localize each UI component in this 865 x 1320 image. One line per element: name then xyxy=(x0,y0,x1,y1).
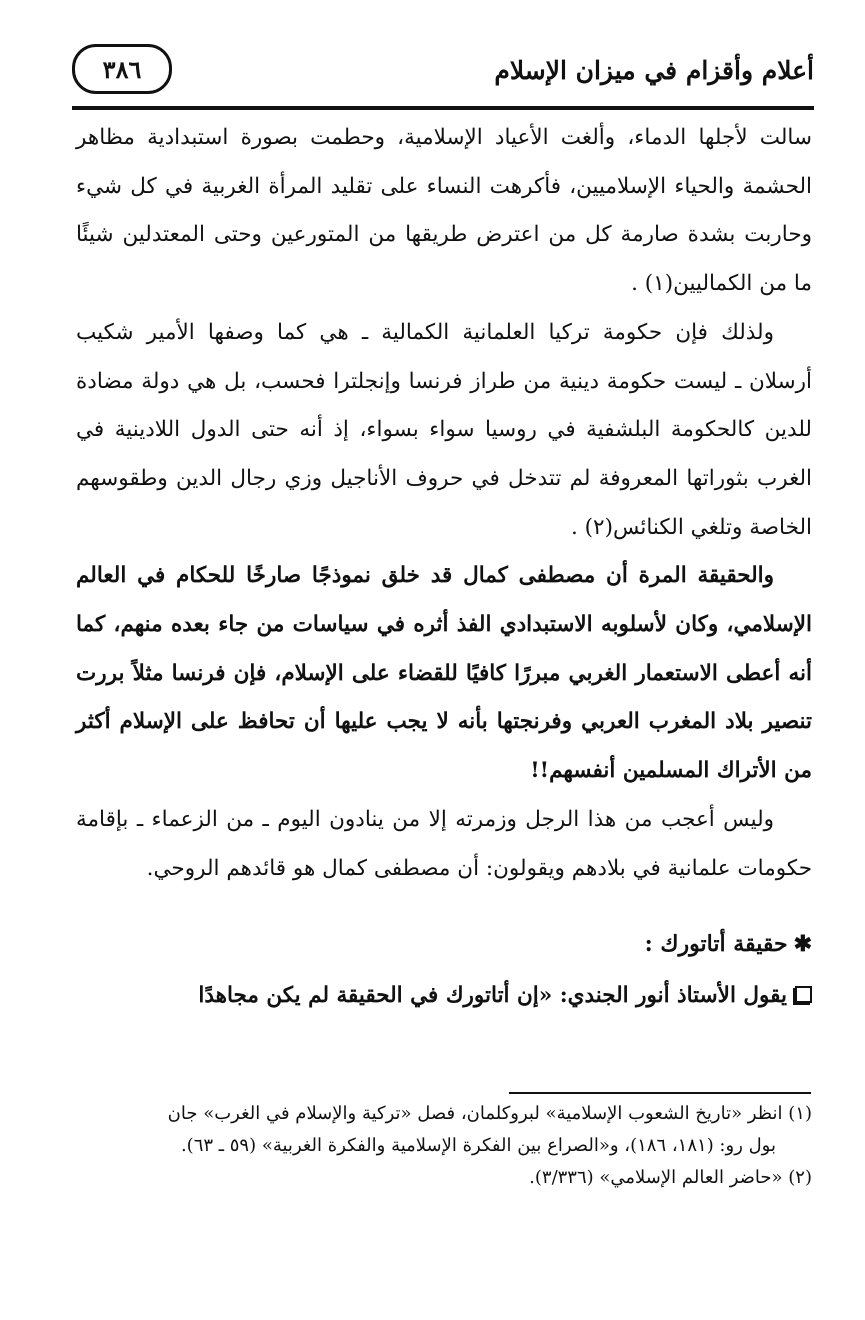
footnote-1: (١) انظر «تاريخ الشعوب الإسلامية» لبروكلمان، فصل «تركية والإسلام في الغرب» جان xyxy=(167,1103,812,1124)
quote-intro xyxy=(76,973,812,1019)
star-icon: ✱ xyxy=(793,931,812,958)
running-header xyxy=(72,38,814,110)
section-heading xyxy=(76,921,812,967)
paragraph-4: وليس أعجب من هذا الرجل وزمرته إلا من ينادون اليوم ـ من الزعماء ـ بإقامة حكومات علمانية في بلادهم ويقولون: أن مصطفى كمال هو قائدهم الروحي. xyxy=(76,806,812,881)
footnotes xyxy=(70,1098,812,1194)
main-text xyxy=(76,114,812,1019)
paragraph-2: ولذلك فإن حكومة تركيا العلمانية الكمالية ـ هي كما وصفها الأمير شكيب أرسلان ـ ليست حكومة دينية من طراز فرنسا وإنجلترا فحسب، بل هي دولة مضادة للدين كالحكومة البلشفية في روسيا سواء بسواء، إذ أنه حتى الدول اللادينية في الغرب بثوراتها المعروفة لم تتدخل في حروف الأناجيل وزي رجال الدين وطقوسهم الخاصة وتلغي الكنائس(٢) . xyxy=(76,319,812,540)
footnote-1-continued: بول رو: (١٨١، ١٨٦)، و«الصراع بين الفكرة الإسلامية والفكرة الغربية» (٥٩ ـ ٦٣). xyxy=(180,1135,776,1156)
paragraph-3: والحقيقة المرة أن مصطفى كمال قد خلق نموذجًا صارخًا للحكام في العالم الإسلامي، وكان لأسلوبه الاستبدادي الفذ أثره في سياسات من جاء بعده منهم، كما أنه أعطى الاستعمار الغربي مبررًا كافيًا للقضاء على الإسلام، فإن فرنسا مثلاً بررت تنصير بلاد المغرب العربي وفرنجتها بأنه لا يجب عليها أن تحافظ على الإسلام أكثر من الأتراك المسلمين أنفسهم!! xyxy=(76,563,812,784)
paragraph-1: سالت لأجلها الدماء، وألغت الأعياد الإسلامية، وحطمت بصورة استبدادية مظاهر الحشمة والحياء الإسلاميين، فأكرهت النساء على تقليد المرأة الغربية في كل شيء وحاربت بشدة صارمة كل من اعترض طريقها من المتورعين وحتى المعتدلين شيئًا ما من الكماليين(١) . xyxy=(76,125,812,297)
square-bullet-icon xyxy=(795,986,812,1003)
book-title: أعلام وأقزام في ميزان الإسلام xyxy=(494,56,814,85)
section-heading-text: حقيقة أتاتورك : xyxy=(644,931,788,958)
footnote-divider xyxy=(509,1092,811,1094)
quote-intro-text: يقول الأستاذ أنور الجندي: «إن أتاتورك في الحقيقة لم يكن مجاهدًا xyxy=(198,983,787,1009)
page-number-badge: ٣٨٦ xyxy=(72,44,172,94)
footnote-2: (٢) «حاضر العالم الإسلامي» (٣/٣٣٦). xyxy=(529,1167,812,1188)
